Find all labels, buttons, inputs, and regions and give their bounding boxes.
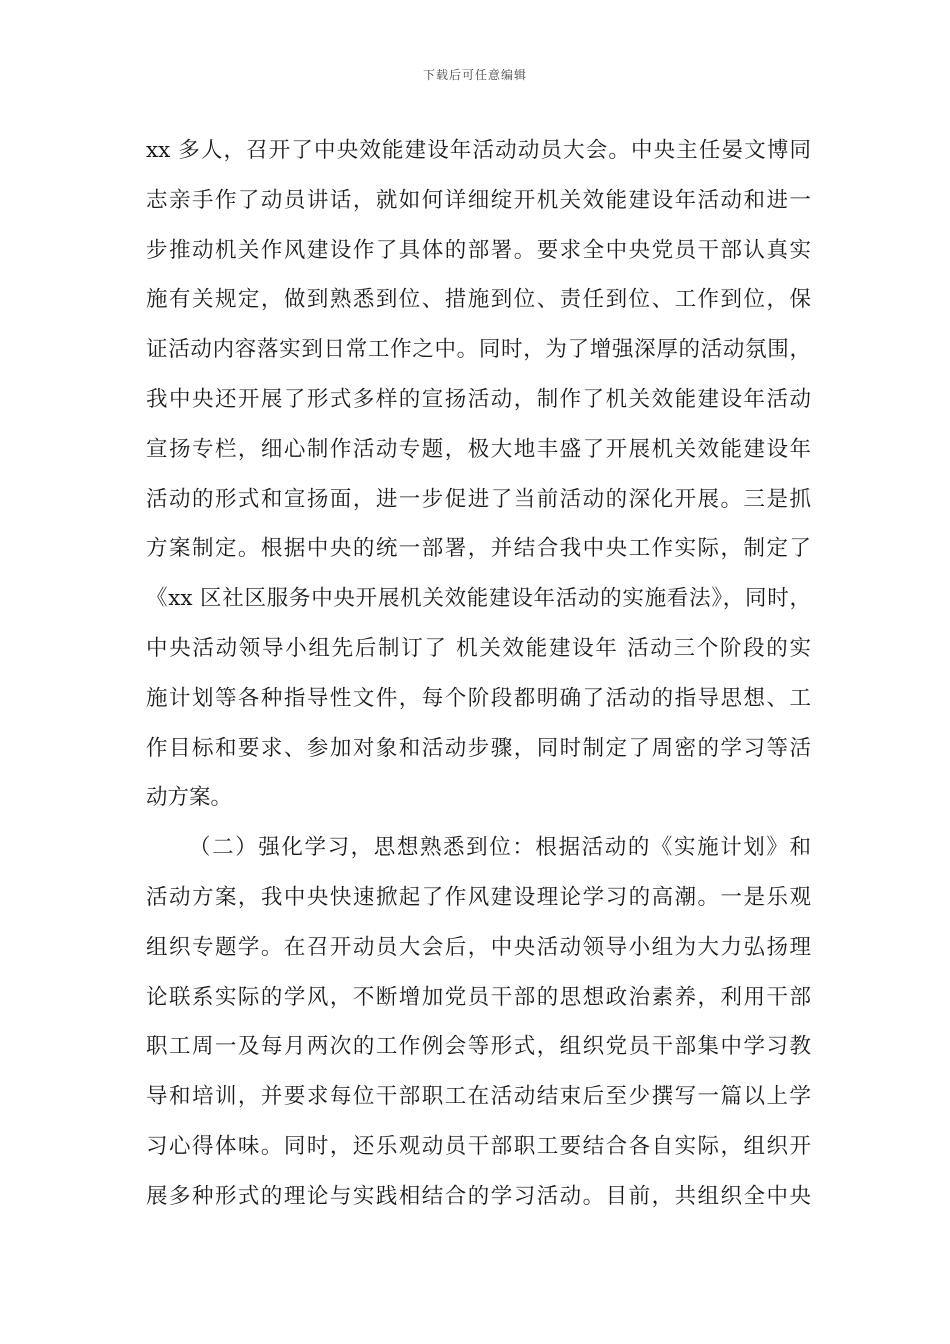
paragraph [146,134,811,831]
text-line: 动方案。 [146,785,233,811]
text-line: 施有关规定，做到熟悉到位、措施到位、责任到位、工作到位，保 [146,287,811,313]
page-header: 下载后可任意编辑 [422,68,527,82]
text-line: 方案制定。根据中央的统一部署，并结合我中央工作实际，制定了 [146,536,811,562]
text-line: 证活动内容落实到日常工作之中。同时，为了增强深厚的活动氛围， [146,337,811,363]
text-line: 职工周一及每月两次的工作例会等形式，组织党员干部集中学习教 [146,1034,811,1060]
text-line: 活动的形式和宣扬面，进一步促进了当前活动的深化开展。三是抓 [146,486,811,512]
text-line: 组织专题学。在召开动员大会后，中央活动领导小组为大力弘扬理 [146,934,811,960]
text-line: 步推动机关作风建设作了具体的部署。要求全中央党员干部认真实 [146,237,811,263]
document-body [146,134,811,1230]
text-line: 施计划等各种指导性文件，每个阶段都明确了活动的指导思想、工 [146,685,811,711]
paragraph [146,831,811,1229]
text-line: 《xx 区社区服务中央开展机关效能建设年活动的实施看法》，同时， [146,586,811,612]
text-line: 习心得体味。同时，还乐观动员干部职工要结合各自实际，组织开 [146,1133,811,1159]
text-line: 活动方案，我中央快速掀起了作风建设理论学习的高潮。一是乐观 [146,884,811,910]
text-line: 宣扬专栏，细心制作活动专题，极大地丰盛了开展机关效能建设年 [146,436,811,462]
text-line: xx 多人，召开了中央效能建设年活动动员大会。中央主任晏文博同 [146,138,811,163]
text-line: 志亲手作了动员讲话，就如何详细绽开机关效能建设年活动和进一 [146,187,811,213]
text-line: 我中央还开展了形式多样的宣扬活动，制作了机关效能建设年活动 [146,386,811,412]
text-line: 导和培训，并要求每位干部职工在活动结束后至少撰写一篇以上学 [146,1084,811,1110]
text-line: 中央活动领导小组先后制订了 机关效能建设年 活动三个阶段的实 [146,635,811,661]
text-line: 展多种形式的理论与实践相结合的学习活动。目前，共组织全中央 [146,1183,811,1209]
text-line: 论联系实际的学风，不断增加党员干部的思想政治素养，利用干部 [146,984,811,1010]
text-line: 作目标和要求、参加对象和活动步骤，同时制定了周密的学习等活 [146,735,811,761]
text-line: （二）强化学习，思想熟悉到位：根据活动的《实施计划》和 [189,835,811,861]
